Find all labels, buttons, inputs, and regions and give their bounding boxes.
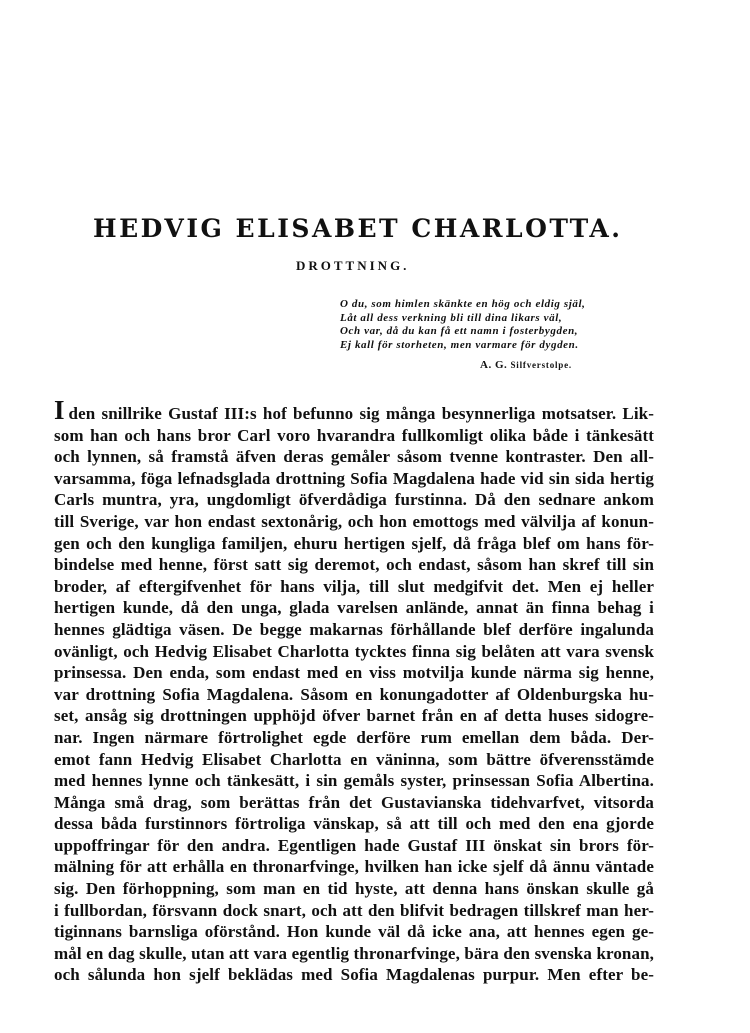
page-subtitle: DROTTNING. bbox=[296, 258, 410, 273]
body-line: och sålunda hon sjelf beklädas med Sofia Magdalenas purpur. Men efter be- bbox=[54, 965, 654, 985]
body-line: i fullbordan, försvann dock snart, och att den blifvit bedragen tillskref man her- bbox=[54, 900, 654, 920]
body-line: bindelse med henne, först satt sig deremot, och endast, såsom han skref till sin bbox=[54, 555, 654, 575]
body-line: hennes glädtiga väsen. De begge makarnas förhållande blef derföre ingalunda bbox=[54, 619, 654, 639]
epigraph-line: Och var, då du kan få ett namn i fosterbygden, bbox=[340, 325, 579, 337]
body-line: mälning för att erhålla en thronarfvinge, hvilken han icke sjelf då ännu väntade bbox=[54, 857, 654, 877]
body-line: ovänligt, och Hedvig Elisabet Charlotta tycktes finna sig belåten att vara svensk bbox=[54, 641, 654, 661]
attribution-initials: A. G. bbox=[480, 359, 508, 371]
body-line: uppoffringar för den andra. Egentligen hade Gustaf III önskat sin brors för- bbox=[54, 835, 654, 855]
body-line: nar. Ingen närmare förtrolighet egde derföre rum emellan dem båda. Der- bbox=[54, 727, 654, 747]
body-line: hertigen kunde, då den unga, glada varelsen anlände, annat än finna behag i bbox=[54, 598, 654, 618]
page-title: HEDVIG ELISABET CHARLOTTA. bbox=[93, 214, 623, 243]
body-line: varsamma, föga lefnadsglada drottning Sofia Magdalena hade vid sin sida hertig bbox=[54, 468, 654, 488]
body-line: sig. Den förhoppning, som man en tid hyste, att denna hans önskan skulle gå bbox=[54, 879, 654, 899]
body-line: gen och den kungliga familjen, ehuru hertigen sjelf, då fråga blef om hans för- bbox=[54, 533, 654, 553]
body-line: emot fann Hedvig Elisabet Charlotta en väninna, som bättre öfverensstämde bbox=[54, 749, 654, 769]
body-line: prinsessa. Den enda, som endast med en viss motvilja kunde närma sig henne, bbox=[54, 663, 654, 683]
epigraph-line: Ej kall för storheten, men varmare för dygden. bbox=[340, 338, 579, 351]
attribution-name: Silfverstolpe. bbox=[510, 360, 572, 370]
body-line: som han och hans bror Carl voro hvarandra fullkomligt olika både i tänkesätt bbox=[54, 425, 654, 445]
body-line: var drottning Sofia Magdalena. Såsom en konungadotter af Oldenburgska hu- bbox=[54, 684, 654, 704]
body-line-text: den snillrike Gustaf III:s hof befunno sig många besynnerliga motsatser. Lik- bbox=[68, 404, 654, 423]
epigraph bbox=[340, 298, 585, 352]
epigraph-line: O du, som himlen skänkte en hög och eldig själ, bbox=[340, 298, 586, 310]
body-line: dessa båda furstinnors förtroliga vänskap, så att till och med den ena gjorde bbox=[54, 814, 654, 834]
body-line: till Sverige, var hon endast sextonårig, och hon emottogs med välvilja af konun- bbox=[54, 511, 654, 531]
body-line: och lynnen, så framstå äfven deras gemåler såsom tvenne kontraster. Den all- bbox=[54, 447, 654, 467]
body-line: tiginnans barnsliga oförstånd. Hon kunde väl då icke ana, att hennes egen ge- bbox=[54, 922, 654, 942]
body-line: broder, af eftergifvenhet för hans vilja, till slut medgifvit det. Men ej heller bbox=[54, 576, 654, 596]
body-line: set, ansåg sig drottningen upphöjd öfver barnet från en af detta huses sidogre- bbox=[54, 706, 654, 726]
epigraph-attribution bbox=[480, 359, 572, 371]
body-line: med hennes lynne och tänkesätt, i sin gemåls syster, prinsessan Sofia Albertina. bbox=[54, 771, 654, 791]
drop-cap: I bbox=[54, 395, 65, 425]
body-line: mål en dag skulle, utan att vara egentlig thronarfvinge, bära den svenska kronan, bbox=[54, 943, 654, 963]
body-text bbox=[54, 395, 654, 986]
body-line: Många små drag, som berättas från det Gustavianska tidehvarfvet, vitsorda bbox=[54, 792, 654, 812]
body-line bbox=[54, 395, 654, 425]
epigraph-line: Låt all dess verkning bli till dina likars väl, bbox=[340, 311, 563, 324]
body-line: Carls muntra, yra, ungdomligt öfverdådiga furstinna. Då den sednare ankom bbox=[54, 490, 654, 510]
